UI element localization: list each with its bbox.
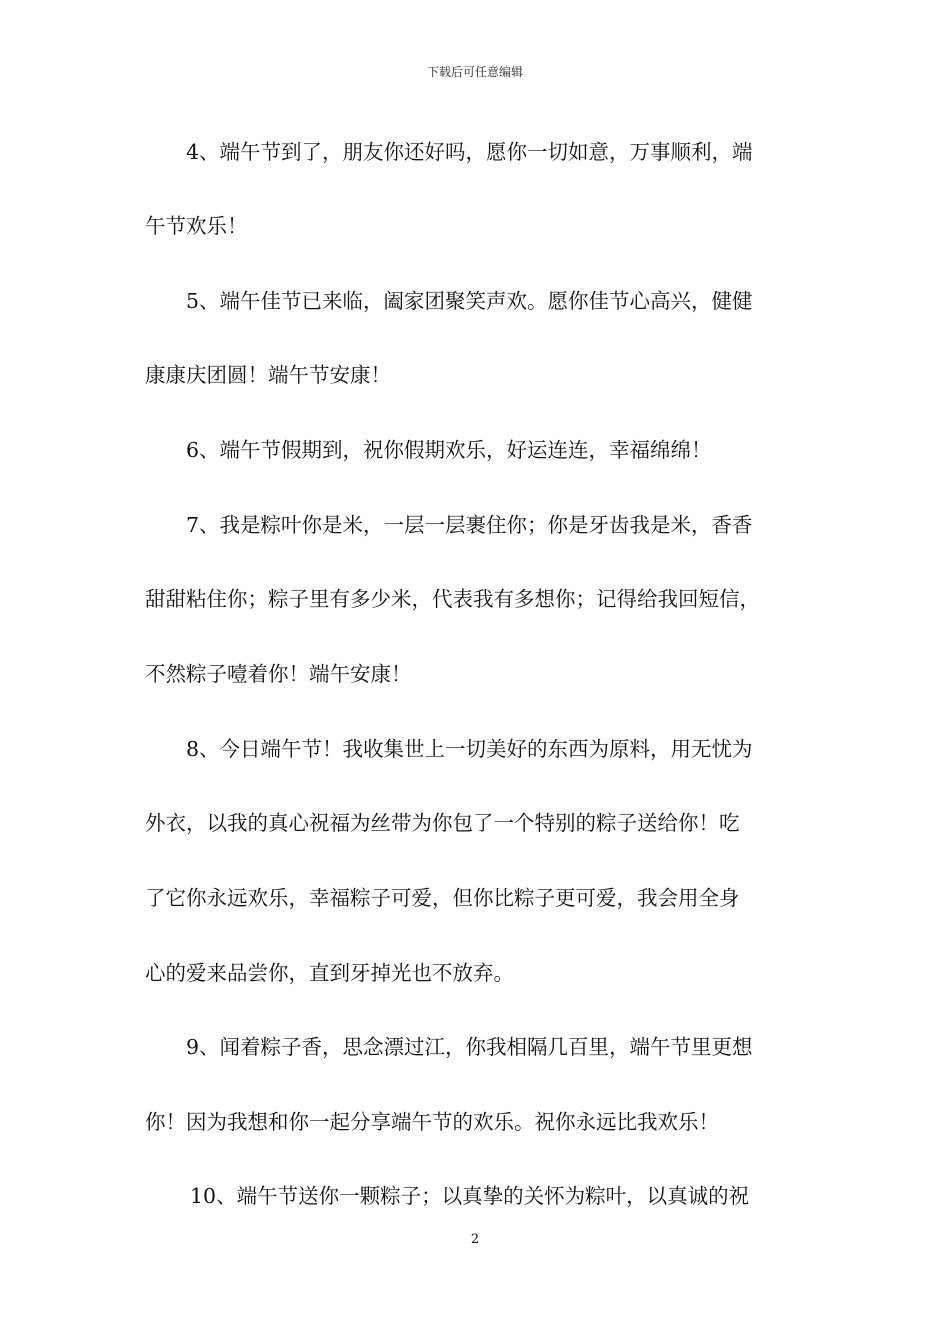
paragraph-7-line-2: 甜甜粘住你；粽子里有多少米，代表我有多想你；记得给我回短信，: [145, 587, 760, 611]
paragraph-8-line-2: 外衣，以我的真心祝福为丝带为你包了一个特别的粽子送给你！吃: [145, 811, 740, 835]
paragraph-10-line-1: 10、端午节送你一颗粽子；以真挚的关怀为粽叶，以真诚的祝: [190, 1184, 750, 1208]
paragraph-6-line-1: 6、端午节假期到，祝你假期欢乐，好运连连，幸福绵绵！: [186, 438, 712, 462]
paragraph-8-line-3: 了它你永远欢乐，幸福粽子可爱，但你比粽子更可爱，我会用全身: [145, 886, 740, 910]
paragraph-5-line-1: 5、端午佳节已来临，阖家团聚笑声欢。愿你佳节心高兴，健健: [186, 289, 753, 313]
paragraph-4-line-1: 4、端午节到了，朋友你还好吗，愿你一切如意，万事顺利，端: [186, 140, 753, 164]
page-number: 2: [470, 1232, 480, 1247]
paragraph-7-line-1: 7、我是粽叶你是米，一层一层裹住你；你是牙齿我是米，香香: [186, 513, 753, 537]
paragraph-8-line-1: 8、今日端午节！我收集世上一切美好的东西为原料，用无忧为: [186, 737, 753, 761]
paragraph-4-line-2: 午节欢乐！: [145, 214, 248, 238]
paragraph-9-line-1: 9、闻着粽子香，思念漂过江，你我相隔几百里，端午节里更想: [186, 1035, 753, 1059]
paragraph-5-line-2: 康康庆团圆！端午节安康！: [145, 363, 391, 387]
paragraph-8-line-4: 心的爱来品尝你，直到牙掉光也不放弃。: [145, 961, 514, 985]
paragraph-9-line-2: 你！因为我想和你一起分享端午节的欢乐。祝你永远比我欢乐！: [145, 1110, 719, 1134]
page-header: 下载后可任意编辑: [426, 65, 523, 79]
paragraph-7-line-3: 不然粽子噎着你！端午安康！: [145, 662, 412, 686]
